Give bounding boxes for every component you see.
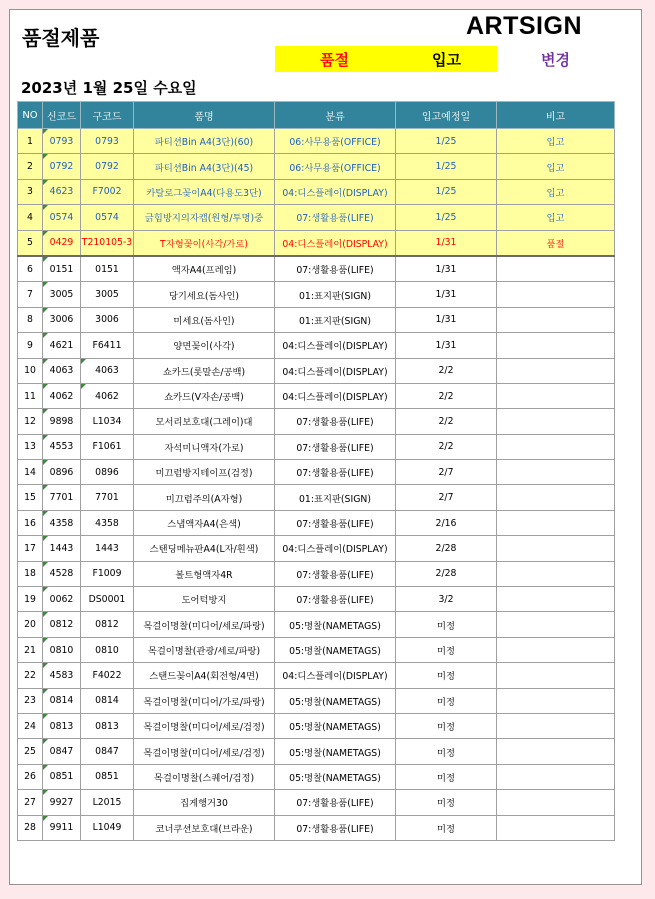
page-title: 품절제품: [22, 26, 100, 50]
row-note: [497, 256, 615, 282]
row-product-name: 모서리보호대(그레이)대: [134, 409, 275, 434]
row-new-code: 4358: [43, 510, 81, 535]
row-expected-date: 1/31: [396, 333, 497, 358]
row-old-code: 3005: [81, 282, 134, 307]
row-note: 품절: [497, 230, 615, 256]
row-expected-date: 1/25: [396, 154, 497, 179]
table-row[interactable]: [18, 409, 615, 434]
row-product-name: 쇼카드(V자손/공백): [134, 383, 275, 408]
row-new-code: 3006: [43, 307, 81, 332]
row-new-code: 0793: [43, 129, 81, 154]
table-row[interactable]: [18, 383, 615, 408]
row-expected-date: 미정: [396, 815, 497, 840]
row-category: 06:사무용품(OFFICE): [275, 129, 396, 154]
row-old-code: 0574: [81, 205, 134, 230]
row-note: [497, 383, 615, 408]
row-expected-date: 2/2: [396, 434, 497, 459]
row-old-code: 4358: [81, 510, 134, 535]
row-product-name: 파티션Bin A4(3단)(45): [134, 154, 275, 179]
row-old-code: DS0001: [81, 587, 134, 612]
row-no: 6: [18, 256, 43, 282]
row-note: [497, 333, 615, 358]
row-note: [497, 713, 615, 738]
row-new-code: 4063: [43, 358, 81, 383]
row-no: 2: [18, 154, 43, 179]
row-new-code: 9898: [43, 409, 81, 434]
row-new-code: 4062: [43, 383, 81, 408]
row-old-code: 0792: [81, 154, 134, 179]
row-old-code: 0851: [81, 764, 134, 789]
col-header-product-name: 품명: [134, 102, 275, 129]
row-old-code: 0810: [81, 637, 134, 662]
row-new-code: 3005: [43, 282, 81, 307]
row-no: 14: [18, 460, 43, 485]
row-note: [497, 561, 615, 586]
row-product-name: 목걸이명찰(미디어/세로/검정): [134, 713, 275, 738]
row-no: 27: [18, 790, 43, 815]
row-old-code: F1061: [81, 434, 134, 459]
row-expected-date: 2/2: [396, 383, 497, 408]
row-expected-date: 1/31: [396, 307, 497, 332]
table-row[interactable]: [18, 764, 615, 789]
row-new-code: 0574: [43, 205, 81, 230]
row-old-code: 0896: [81, 460, 134, 485]
table-row[interactable]: [18, 333, 615, 358]
table-row[interactable]: [18, 815, 615, 840]
row-category: 04:디스플레이(DISPLAY): [275, 358, 396, 383]
row-category: 04:디스플레이(DISPLAY): [275, 333, 396, 358]
row-no: 7: [18, 282, 43, 307]
col-header-new-code: 신코드: [43, 102, 81, 129]
row-expected-date: 미정: [396, 663, 497, 688]
row-product-name: T자형꽂이(사각/가로): [134, 230, 275, 256]
row-category: 05:명찰(NAMETAGS): [275, 688, 396, 713]
legend-out-of-stock: 품절: [320, 51, 349, 69]
row-product-name: 도어턱방지: [134, 587, 275, 612]
row-new-code: 4623: [43, 179, 81, 204]
row-product-name: 자석미니액자(가로): [134, 434, 275, 459]
row-expected-date: 2/2: [396, 358, 497, 383]
row-category: 04:디스플레이(DISPLAY): [275, 179, 396, 204]
stock-table: [17, 101, 615, 841]
row-product-name: 당기세요(돔사인): [134, 282, 275, 307]
row-expected-date: 2/28: [396, 561, 497, 586]
row-expected-date: 미정: [396, 713, 497, 738]
table-row[interactable]: [18, 536, 615, 561]
row-no: 20: [18, 612, 43, 637]
row-product-name: 미끄럼방지테이프(검정): [134, 460, 275, 485]
row-category: 07:생활용품(LIFE): [275, 256, 396, 282]
row-no: 24: [18, 713, 43, 738]
row-product-name: 집게행거30: [134, 790, 275, 815]
row-new-code: 0812: [43, 612, 81, 637]
row-expected-date: 1/31: [396, 282, 497, 307]
row-product-name: 볼트형액자4R: [134, 561, 275, 586]
table-row[interactable]: [18, 256, 615, 282]
row-note: [497, 358, 615, 383]
row-note: [497, 764, 615, 789]
row-category: 07:생활용품(LIFE): [275, 561, 396, 586]
row-expected-date: 1/31: [396, 230, 497, 256]
row-no: 26: [18, 764, 43, 789]
table-row[interactable]: [18, 205, 615, 230]
row-product-name: 목걸이명찰(미디어/세로/검정): [134, 739, 275, 764]
table-row[interactable]: [18, 739, 615, 764]
row-category: 01:표지판(SIGN): [275, 485, 396, 510]
row-category: 07:생활용품(LIFE): [275, 460, 396, 485]
row-old-code: F1009: [81, 561, 134, 586]
row-product-name: 스냅액자A4(은색): [134, 510, 275, 535]
table-row[interactable]: [18, 282, 615, 307]
table-row[interactable]: [18, 154, 615, 179]
row-old-code: T210105-3: [81, 230, 134, 256]
row-expected-date: 2/7: [396, 485, 497, 510]
row-expected-date: 3/2: [396, 587, 497, 612]
row-no: 11: [18, 383, 43, 408]
report-date: 2023년 1월 25일 수요일: [21, 79, 197, 97]
row-old-code: F6411: [81, 333, 134, 358]
row-note: [497, 688, 615, 713]
row-no: 13: [18, 434, 43, 459]
row-old-code: 0793: [81, 129, 134, 154]
table-row[interactable]: [18, 485, 615, 510]
row-old-code: 3006: [81, 307, 134, 332]
row-category: 07:생활용품(LIFE): [275, 587, 396, 612]
row-expected-date: 1/25: [396, 205, 497, 230]
table-row[interactable]: [18, 510, 615, 535]
row-new-code: 4583: [43, 663, 81, 688]
row-category: 07:생활용품(LIFE): [275, 409, 396, 434]
table-row[interactable]: [18, 307, 615, 332]
row-no: 9: [18, 333, 43, 358]
row-category: 07:생활용품(LIFE): [275, 790, 396, 815]
table-row[interactable]: [18, 688, 615, 713]
row-category: 05:명찰(NAMETAGS): [275, 637, 396, 662]
legend-restocked: 입고: [432, 51, 461, 69]
table-row[interactable]: [18, 663, 615, 688]
row-note: [497, 307, 615, 332]
row-category: 04:디스플레이(DISPLAY): [275, 383, 396, 408]
row-category: 07:생활용품(LIFE): [275, 510, 396, 535]
table-row[interactable]: [18, 358, 615, 383]
row-expected-date: 1/31: [396, 256, 497, 282]
row-expected-date: 미정: [396, 790, 497, 815]
row-no: 23: [18, 688, 43, 713]
row-new-code: 0151: [43, 256, 81, 282]
row-product-name: 목걸이명찰(미디어/세로/파랑): [134, 612, 275, 637]
row-note: [497, 409, 615, 434]
row-note: [497, 460, 615, 485]
row-category: 05:명찰(NAMETAGS): [275, 739, 396, 764]
row-no: 18: [18, 561, 43, 586]
row-category: 06:사무용품(OFFICE): [275, 154, 396, 179]
row-no: 25: [18, 739, 43, 764]
row-category: 01:표지판(SIGN): [275, 282, 396, 307]
row-new-code: 9911: [43, 815, 81, 840]
row-category: 04:디스플레이(DISPLAY): [275, 536, 396, 561]
row-category: 01:표지판(SIGN): [275, 307, 396, 332]
row-new-code: 1443: [43, 536, 81, 561]
row-old-code: L1034: [81, 409, 134, 434]
row-no: 5: [18, 230, 43, 256]
row-new-code: 7701: [43, 485, 81, 510]
row-expected-date: 1/25: [396, 179, 497, 204]
row-category: 07:생활용품(LIFE): [275, 815, 396, 840]
row-new-code: 0814: [43, 688, 81, 713]
row-note: [497, 485, 615, 510]
row-category: 05:명찰(NAMETAGS): [275, 612, 396, 637]
table-row[interactable]: [18, 230, 615, 256]
row-new-code: 4528: [43, 561, 81, 586]
row-expected-date: 1/25: [396, 129, 497, 154]
row-expected-date: 미정: [396, 739, 497, 764]
row-old-code: 4062: [81, 383, 134, 408]
row-new-code: 0813: [43, 713, 81, 738]
row-no: 19: [18, 587, 43, 612]
row-note: [497, 663, 615, 688]
table-row[interactable]: [18, 460, 615, 485]
row-product-name: 양면꽂이(사각): [134, 333, 275, 358]
row-old-code: 0814: [81, 688, 134, 713]
row-no: 1: [18, 129, 43, 154]
col-header-old-code: 구코드: [81, 102, 134, 129]
col-header-note: 비고: [497, 102, 615, 129]
row-product-name: 코너쿠션보호대(브라운): [134, 815, 275, 840]
row-no: 16: [18, 510, 43, 535]
row-product-name: 쇼카드(롯말손/공백): [134, 358, 275, 383]
table-row[interactable]: [18, 561, 615, 586]
table-row[interactable]: [18, 713, 615, 738]
row-no: 15: [18, 485, 43, 510]
row-note: [497, 612, 615, 637]
row-new-code: 9927: [43, 790, 81, 815]
row-old-code: 1443: [81, 536, 134, 561]
row-product-name: 미끄럼주의(A자형): [134, 485, 275, 510]
row-product-name: 미세요(돔사인): [134, 307, 275, 332]
row-note: [497, 434, 615, 459]
row-new-code: 4621: [43, 333, 81, 358]
row-new-code: 0847: [43, 739, 81, 764]
row-old-code: F7002: [81, 179, 134, 204]
row-no: 10: [18, 358, 43, 383]
row-new-code: 0429: [43, 230, 81, 256]
row-new-code: 4553: [43, 434, 81, 459]
row-product-name: 카탈로그꽂이A4(다용도3단): [134, 179, 275, 204]
table-header-row: [18, 102, 615, 129]
table-row[interactable]: [18, 434, 615, 459]
row-new-code: 0792: [43, 154, 81, 179]
row-old-code: 7701: [81, 485, 134, 510]
row-note: [497, 815, 615, 840]
table-row[interactable]: [18, 612, 615, 637]
row-old-code: L2015: [81, 790, 134, 815]
row-product-name: 스탠딩메뉴판A4(L자/흰색): [134, 536, 275, 561]
row-old-code: L1049: [81, 815, 134, 840]
row-new-code: 0851: [43, 764, 81, 789]
row-note: [497, 587, 615, 612]
row-product-name: 액자A4(프레임): [134, 256, 275, 282]
row-no: 21: [18, 637, 43, 662]
table-row[interactable]: [18, 637, 615, 662]
row-category: 04:디스플레이(DISPLAY): [275, 230, 396, 256]
row-no: 22: [18, 663, 43, 688]
row-note: 입고: [497, 179, 615, 204]
row-note: [497, 536, 615, 561]
row-old-code: 0812: [81, 612, 134, 637]
row-note: 입고: [497, 129, 615, 154]
row-note: [497, 739, 615, 764]
table-row[interactable]: [18, 587, 615, 612]
row-product-name: 목걸이명찰(미디어/가로/파랑): [134, 688, 275, 713]
row-note: [497, 790, 615, 815]
row-note: [497, 510, 615, 535]
row-old-code: 0813: [81, 713, 134, 738]
row-category: 04:디스플레이(DISPLAY): [275, 663, 396, 688]
row-old-code: 0847: [81, 739, 134, 764]
row-expected-date: 미정: [396, 688, 497, 713]
row-note: 입고: [497, 205, 615, 230]
row-new-code: 0062: [43, 587, 81, 612]
row-category: 07:생활용품(LIFE): [275, 205, 396, 230]
row-old-code: 4063: [81, 358, 134, 383]
col-header-no: NO: [18, 102, 43, 129]
row-note: [497, 282, 615, 307]
row-no: 8: [18, 307, 43, 332]
row-no: 4: [18, 205, 43, 230]
row-no: 12: [18, 409, 43, 434]
row-no: 17: [18, 536, 43, 561]
row-product-name: 목걸이명찰(관광/세로/파랑): [134, 637, 275, 662]
row-expected-date: 2/7: [396, 460, 497, 485]
row-product-name: 스탠드꽂이A4(회전형/4면): [134, 663, 275, 688]
row-category: 05:명찰(NAMETAGS): [275, 764, 396, 789]
row-no: 28: [18, 815, 43, 840]
table-row[interactable]: [18, 790, 615, 815]
row-expected-date: 2/28: [396, 536, 497, 561]
row-category: 07:생활용품(LIFE): [275, 434, 396, 459]
row-expected-date: 2/16: [396, 510, 497, 535]
row-old-code: F4022: [81, 663, 134, 688]
row-product-name: 파티션Bin A4(3단)(60): [134, 129, 275, 154]
row-new-code: 0896: [43, 460, 81, 485]
row-expected-date: 2/2: [396, 409, 497, 434]
row-category: 05:명찰(NAMETAGS): [275, 713, 396, 738]
legend-highlight: [275, 46, 497, 72]
col-header-expected-date: 입고예정일: [396, 102, 497, 129]
row-old-code: 0151: [81, 256, 134, 282]
row-expected-date: 미정: [396, 637, 497, 662]
row-product-name: 목걸이명찰(스퀘어/검정): [134, 764, 275, 789]
row-note: [497, 637, 615, 662]
table-row[interactable]: [18, 179, 615, 204]
brand-logo: ARTSIGN: [466, 12, 582, 40]
row-new-code: 0810: [43, 637, 81, 662]
col-header-category: 분류: [275, 102, 396, 129]
row-no: 3: [18, 179, 43, 204]
row-expected-date: 미정: [396, 764, 497, 789]
legend-changed: 변경: [541, 51, 570, 69]
row-note: 입고: [497, 154, 615, 179]
row-expected-date: 미정: [396, 612, 497, 637]
table-row[interactable]: [18, 129, 615, 154]
row-product-name: 긁힘방지의자캡(원형/투명)중: [134, 205, 275, 230]
